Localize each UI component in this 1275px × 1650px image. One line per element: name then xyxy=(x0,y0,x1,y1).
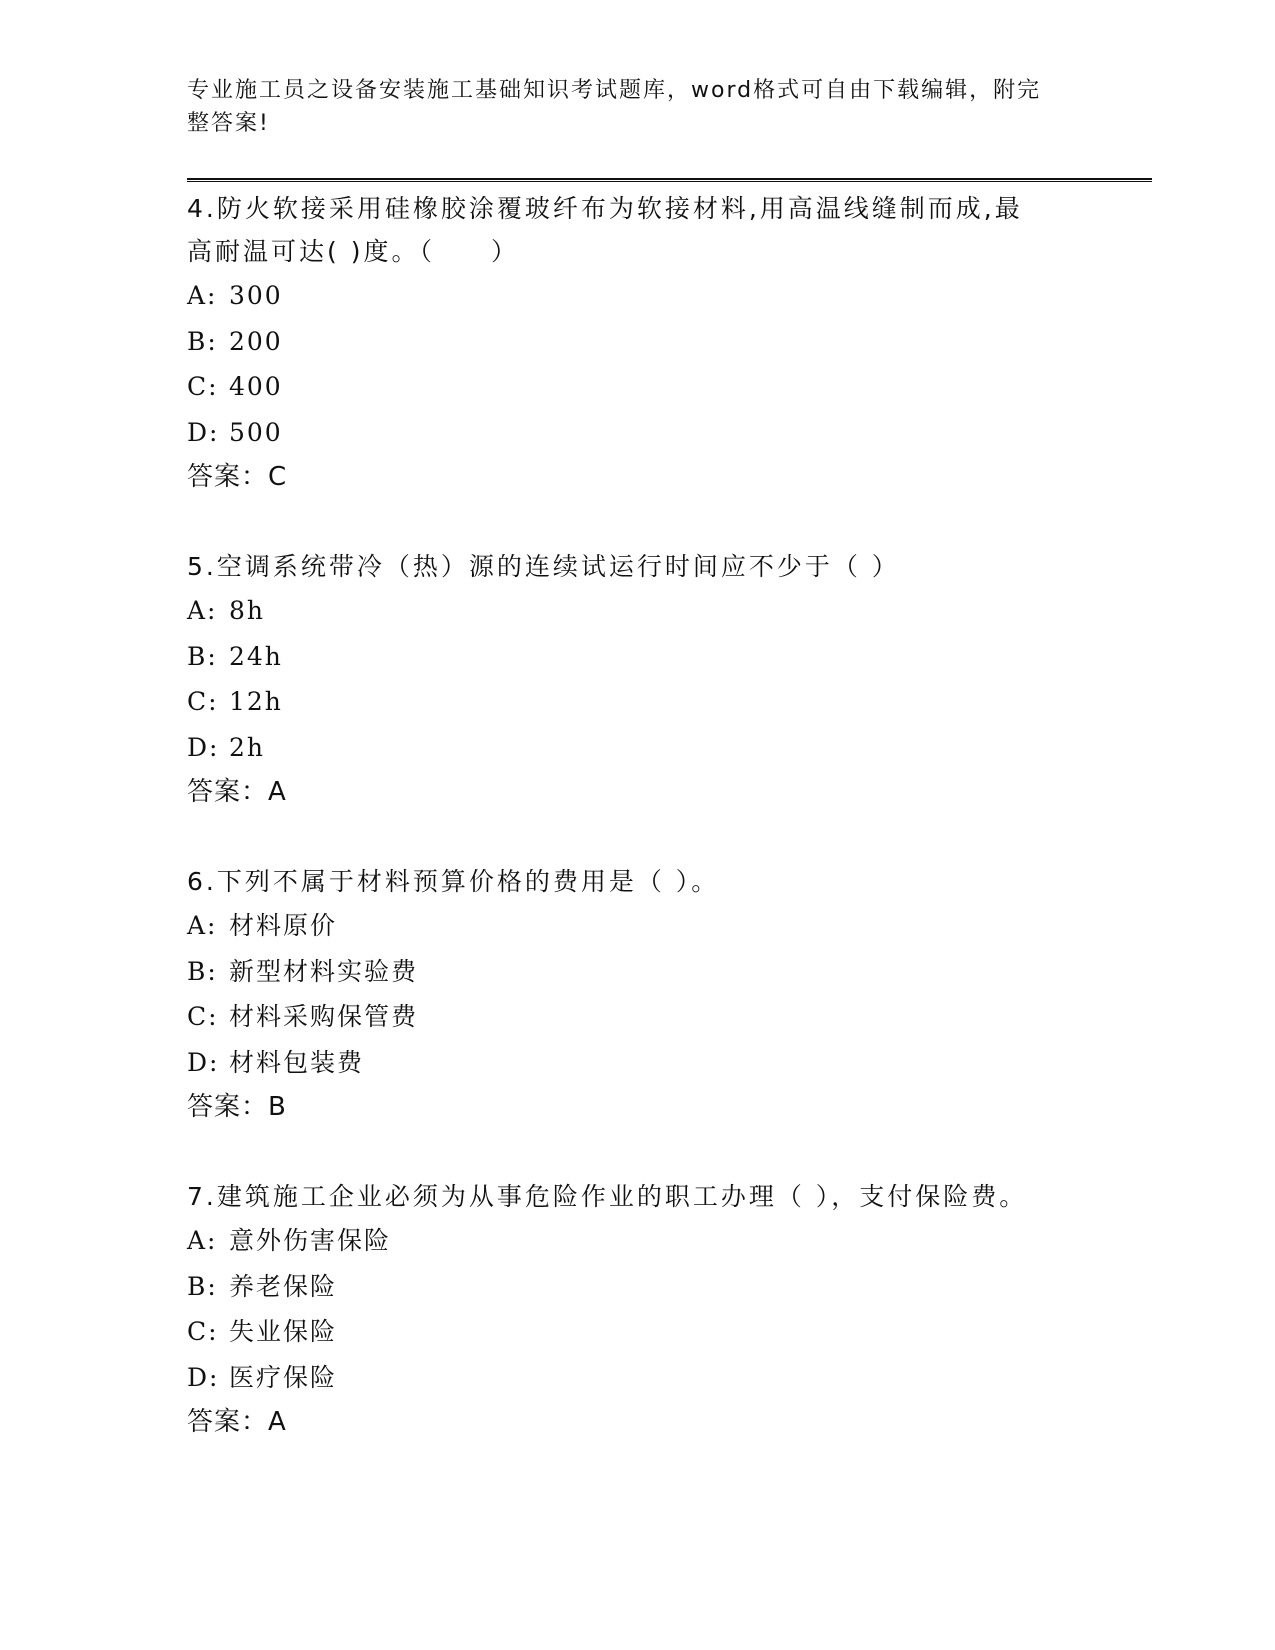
option-value: 300 xyxy=(229,281,283,310)
option-letter: A: xyxy=(187,281,218,310)
option-letter: A: xyxy=(187,1226,218,1255)
option-letter: D: xyxy=(187,1047,220,1077)
option-letter: B: xyxy=(187,641,218,671)
header-line-2: 整答案! xyxy=(187,111,270,136)
option-letter: C: xyxy=(187,687,219,716)
document-header xyxy=(187,74,1067,140)
option-value: 12h xyxy=(229,687,283,716)
option-a xyxy=(187,1218,1087,1264)
option-c xyxy=(187,679,1087,725)
question-4 xyxy=(187,187,1087,499)
option-letter: D: xyxy=(187,732,220,762)
header-line-1: 专业施工员之设备安装施工基础知识考试题库，word格式可自由下载编辑，附完 xyxy=(187,78,1042,103)
option-c xyxy=(187,1309,1087,1355)
option-a xyxy=(187,588,1087,634)
option-d xyxy=(187,410,1087,456)
question-text: 7.建筑施工企业必须为从事危险作业的职工办理（ ），支付保险费。 xyxy=(187,1182,1028,1211)
option-a xyxy=(187,273,1087,319)
answer: 答案：C xyxy=(187,462,288,492)
option-value: 失业保险 xyxy=(229,1317,338,1346)
option-letter: C: xyxy=(187,1317,219,1346)
question-text: 6.下列不属于材料预算价格的费用是（ ）。 xyxy=(187,867,720,896)
option-value: 2h xyxy=(229,732,266,762)
option-c xyxy=(187,994,1087,1040)
option-value: 材料采购保管费 xyxy=(229,1002,419,1031)
option-value: 医疗保险 xyxy=(229,1362,338,1392)
question-text: 4.防火软接采用硅橡胶涂覆玻纤布为软接材料,用高温线缝制而成,最 xyxy=(187,194,1023,223)
header-divider xyxy=(187,178,1152,182)
option-b xyxy=(187,1264,1087,1310)
option-letter: B: xyxy=(187,1271,218,1301)
option-b xyxy=(187,634,1087,680)
option-a xyxy=(187,903,1087,949)
option-letter: B: xyxy=(187,956,218,986)
option-d xyxy=(187,725,1087,771)
option-letter: C: xyxy=(187,372,219,401)
option-value: 材料包装费 xyxy=(229,1047,365,1077)
option-letter: C: xyxy=(187,1002,219,1031)
answer: 答案：A xyxy=(187,777,287,807)
option-value: 养老保险 xyxy=(229,1271,338,1301)
option-letter: A: xyxy=(187,911,218,940)
question-7 xyxy=(187,1175,1087,1444)
option-letter: B: xyxy=(187,326,218,356)
option-value: 24h xyxy=(229,641,283,671)
option-b xyxy=(187,949,1087,995)
option-c xyxy=(187,364,1087,410)
option-letter: D: xyxy=(187,1362,220,1392)
question-text-cont: 高耐温可达( )度。（ ） xyxy=(187,237,519,266)
option-value: 200 xyxy=(229,326,283,356)
question-5 xyxy=(187,545,1087,814)
option-letter: A: xyxy=(187,596,218,625)
option-value: 材料原价 xyxy=(229,911,338,940)
option-value: 新型材料实验费 xyxy=(229,956,419,986)
option-value: 8h xyxy=(229,596,266,625)
option-value: 400 xyxy=(229,372,283,401)
option-d xyxy=(187,1355,1087,1401)
option-d xyxy=(187,1040,1087,1086)
question-text: 5.空调系统带冷（热）源的连续试运行时间应不少于（ ） xyxy=(187,552,900,581)
answer: 答案：B xyxy=(187,1092,287,1122)
option-b xyxy=(187,319,1087,365)
option-letter: D: xyxy=(187,417,220,447)
answer: 答案：A xyxy=(187,1407,287,1437)
option-value: 500 xyxy=(229,417,283,447)
option-value: 意外伤害保险 xyxy=(229,1226,392,1255)
question-6 xyxy=(187,860,1087,1129)
